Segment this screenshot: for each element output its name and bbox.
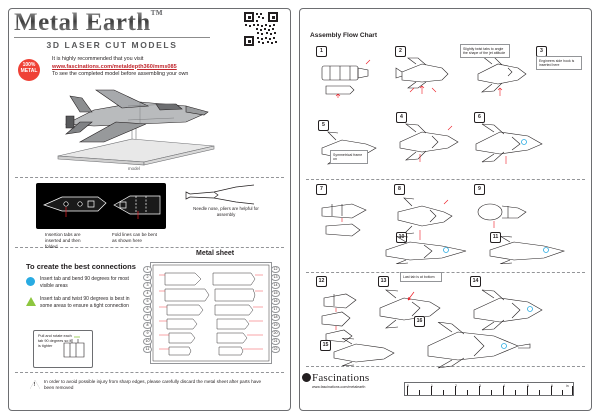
step-9-diagram — [470, 194, 544, 238]
warning-text: In order to avoid possible injury from sharp edges, please carefully discard the metal sheet after parts have been removed — [44, 379, 262, 390]
ruler-label: 3 — [479, 384, 481, 388]
part-number: 14 — [271, 282, 280, 289]
ruler-unit: in — [566, 384, 569, 388]
badge-line-2: METAL — [20, 67, 38, 74]
note-step3-top: Slightly twist tabs to angle the shape of the jet attitude — [460, 44, 510, 58]
step-number-1: 1 — [316, 46, 327, 57]
metal-badge-icon — [16, 58, 46, 84]
left-divider-1 — [15, 177, 284, 178]
part-number: 10 — [143, 338, 152, 345]
step-6-diagram — [470, 122, 548, 166]
part-number: 17 — [271, 306, 280, 313]
step-number-9: 9 — [474, 184, 485, 195]
connection-text-green: Insert tab and twist 90 degrees is best in some areas to ensure a tight connection — [40, 296, 130, 309]
step-15-diagram — [330, 338, 400, 366]
ruler-label: 0 — [407, 384, 409, 388]
step-number-11: 11 — [490, 232, 501, 243]
part-number: 13 — [271, 274, 280, 281]
step-number-12: 12 — [316, 276, 327, 287]
right-divider-1 — [306, 179, 585, 180]
fascinations-mark-icon — [302, 373, 311, 382]
part-number: 5 — [143, 298, 152, 305]
fold-line-caption: Fold lines can be bent as shown here — [112, 232, 157, 243]
connections-title: To create the best connections — [26, 262, 136, 271]
part-number: 15 — [271, 290, 280, 297]
part-number: 22 — [271, 346, 280, 353]
assembly-flow-title: Assembly Flow Chart — [310, 32, 378, 39]
brand-rule — [14, 37, 210, 38]
part-number: 21 — [271, 338, 280, 345]
right-divider-2 — [306, 272, 585, 273]
ruler-label: 5 — [527, 384, 529, 388]
company-url[interactable]: www.fascinations.com/metalearth — [312, 385, 366, 389]
twist-tab-label: Pull and rotate each tab 90 degrees so it is tighter — [38, 334, 72, 348]
part-number: 12 — [271, 266, 280, 273]
finished-model-illustration — [36, 84, 236, 169]
metal-sheet-diagram — [150, 262, 272, 364]
part-number: 1 — [143, 266, 152, 273]
step-number-5: 5 — [318, 120, 329, 131]
twist-tab-detail — [33, 330, 93, 368]
step-11-diagram — [486, 236, 572, 264]
product-url-link[interactable]: www.fascinations.com/metaldepth360/mms085 — [52, 63, 177, 70]
step-10-diagram — [380, 236, 476, 264]
model-caption: model — [128, 166, 140, 171]
ruler-label: 4 — [503, 384, 505, 388]
insertion-tab-caption: Insertion tabs are inserted and then folded — [45, 232, 81, 249]
step-number-2: 2 — [395, 46, 406, 57]
step-3-diagram — [470, 56, 532, 108]
part-number: 18 — [271, 314, 280, 321]
blue-dot-icon — [26, 277, 35, 286]
connection-text-blue: Insert tab and bend 90 degrees for most visible areas — [40, 276, 129, 289]
part-number: 19 — [271, 322, 280, 329]
step-number-7: 7 — [316, 184, 327, 195]
step-number-10: 10 — [396, 232, 407, 243]
qr-code — [244, 12, 278, 46]
ruler-label: 1 — [431, 384, 433, 388]
step-16-diagram — [418, 322, 534, 370]
note-step13: Last tab is at bottom — [400, 272, 442, 282]
recommendation-block — [52, 56, 237, 79]
part-number: 16 — [271, 298, 280, 305]
brand-block — [14, 10, 229, 50]
step-number-13: 13 — [378, 276, 389, 287]
tab-fold-detail-illustration — [36, 183, 166, 229]
part-number: 20 — [271, 330, 280, 337]
note-step3-right: Engineers side hook is inserted here — [536, 56, 582, 70]
part-number: 6 — [143, 306, 152, 313]
brand-subtitle: 3D LASER CUT MODELS — [46, 40, 178, 50]
brand-title-text: Metal Earth — [14, 9, 151, 36]
step-7-diagram — [316, 194, 378, 248]
badge-text — [18, 63, 40, 74]
metal-sheet-title: Metal sheet — [196, 250, 235, 257]
pliers-caption: Needle nose, pliers are helpful for assembly — [193, 206, 259, 217]
step-number-4: 4 — [396, 112, 407, 123]
step-1-diagram — [316, 56, 376, 108]
footer-logo — [312, 372, 397, 389]
brand-title — [14, 10, 229, 35]
ruler-scale — [404, 382, 574, 396]
recommend-line-1: It is highly recommended that you visit — [52, 56, 144, 62]
green-triangle-icon — [26, 297, 36, 306]
part-number: 9 — [143, 330, 152, 337]
step-2-diagram — [392, 56, 454, 108]
step-number-3: 3 — [536, 46, 547, 57]
left-divider-3 — [15, 372, 284, 373]
step-number-14: 14 — [470, 276, 481, 287]
part-number: 4 — [143, 290, 152, 297]
company-name: Fascinations — [312, 372, 370, 384]
step-number-6: 6 — [474, 112, 485, 123]
step-number-15: 15 — [320, 340, 331, 351]
recommend-line-2: To see the completed model before assembling your own — [52, 71, 189, 77]
part-number: 3 — [143, 282, 152, 289]
warning-triangle-icon — [30, 380, 40, 389]
part-number: 11 — [143, 346, 152, 353]
note-step5: Symmetrical frame on — [330, 150, 368, 164]
brand-trademark: TM — [150, 9, 163, 17]
part-number: 7 — [143, 314, 152, 321]
step-number-16: 16 — [414, 316, 425, 327]
part-number: 8 — [143, 322, 152, 329]
part-number: 2 — [143, 274, 152, 281]
ruler-label: 2 — [455, 384, 457, 388]
ruler-label: 6 — [551, 384, 553, 388]
step-number-8: 8 — [394, 184, 405, 195]
step-4-diagram — [392, 122, 464, 166]
badge-line-1: 100% — [22, 62, 36, 68]
